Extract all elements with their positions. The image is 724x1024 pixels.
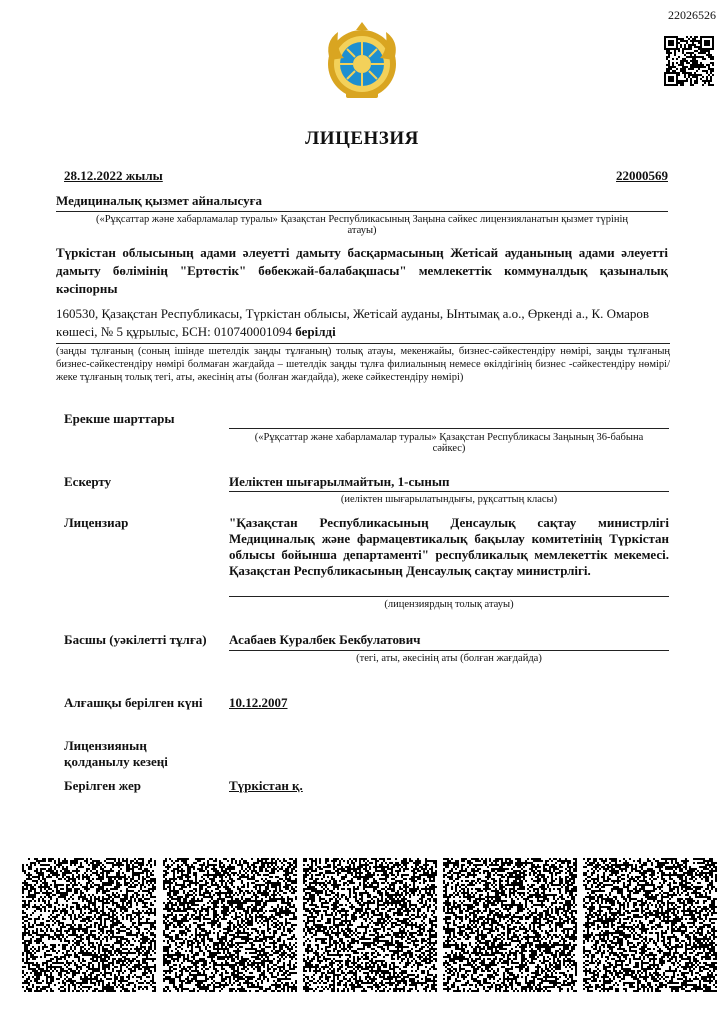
validity-label-line2: қолданылу кезеңі [64, 754, 168, 769]
first-issue-label: Алғашқы берілген күні [64, 695, 203, 710]
activity-type: Медициналық қызмет айналысуға [56, 193, 263, 208]
note-caption: (иеліктен шығарылатындығы, рұқсаттың класы) [340, 494, 558, 505]
activity-caption [56, 214, 668, 236]
divider-line [56, 343, 670, 344]
note-label: Ескерту [64, 474, 112, 489]
document-number: 22026526 [668, 8, 716, 22]
validity-label-line1: Лицензияның [64, 738, 147, 753]
licensor-value: "Қазақстан Республикасының Денсаулық сақтау министрлігі Медициналық және фармацевтикалық бақылау комитетінің Түркістан облысы бойынша департаменті" республикалық мемлекеттік мекемесі. Қазақстан Республикасының Денсаулық сақтау министрлігі. [229, 515, 669, 578]
special-conditions-caption [229, 432, 669, 454]
first-issue-value: 10.12.2007 [229, 695, 288, 710]
holder-address [56, 305, 668, 341]
activity-caption-line2: атауы) [347, 225, 377, 236]
qr-code-bottom-3 [303, 858, 437, 992]
divider-line [229, 491, 669, 492]
divider-line [229, 596, 669, 597]
validity-label [64, 738, 168, 770]
licensor-label: Лицензиар [64, 515, 129, 530]
place-value: Түркістан қ. [229, 778, 303, 793]
holder-address-text: 160530, Қазақстан Республикасы, Түркістан облысы, Жетісай ауданы, Ынтымақ а.о., Өркенді а., К. Омаров көшесі, № 5 құрылыс, БСН: 010740001094 [56, 306, 650, 339]
place-label: Берілген жер [64, 778, 141, 793]
divider-line [229, 650, 669, 651]
head-label: Басшы (уәкілетті тұлға) [64, 632, 207, 647]
qr-code-bottom-1 [22, 858, 156, 992]
special-conditions-label: Ерекше шарттары [64, 411, 175, 426]
issued-word: берілді [295, 324, 336, 339]
special-conditions-caption-line2: сәйкес) [432, 443, 466, 454]
head-value: Асабаев Куралбек Бекбулатович [229, 632, 421, 647]
qr-code-top [664, 36, 714, 86]
activity-caption-line1: («Рұқсаттар және хабарламалар туралы» Қазақстан Республикасының Заңына сәйкес лицензияланатын қызмет түрінің [95, 214, 629, 225]
head-caption: (тегі, аты, әкесінің аты (болған жағдайда) [356, 653, 542, 664]
divider-line [56, 211, 668, 212]
holder-name: Түркістан облысының адами әлеуетті дамыту басқармасының Жетісай ауданының адами әлеуетті дамыту бөлімінің "Ертөстік" бөбекжай-балабақшасы" мемлекеттік коммуналдық қазыналық кәсіпорны [56, 245, 668, 296]
license-number: 22000569 [616, 168, 668, 183]
holder-caption: (заңды тұлғаның (соның ішінде шетелдік заңды тұлғаның) толық атауы, мекенжайы, бизнес-сәйкестендіру нөмірі, заңды тұлғаның бизнес-сәйкестендіру нөмірі болмаған жағдайда – шетелдік заңды тұлға филиалының немесе өкілдігінің бизнес -сәйкестендіру нөмірі/жеке тұлғаның толық тегі, аты, әкесінің аты (болған жағдайда), жеке сәйкестендіру нөмірі) [56, 346, 670, 383]
qr-code-bottom-5 [583, 858, 717, 992]
page-title: ЛИЦЕНЗИЯ [305, 128, 419, 149]
licensor-caption: (лицензиярдың толық атауы) [384, 599, 514, 610]
special-conditions-caption-line1: («Рұқсаттар және хабарламалар туралы» Қазақстан Республикасы Заңының 36-бабына [254, 432, 644, 443]
note-value: Иеліктен шығарылмайтын, 1-сынып [229, 474, 450, 489]
divider-line [229, 428, 669, 429]
qr-code-bottom-2 [163, 858, 297, 992]
issue-date: 28.12.2022 жылы [64, 168, 163, 183]
qr-code-bottom-4 [443, 858, 577, 992]
state-emblem-icon [322, 22, 402, 102]
